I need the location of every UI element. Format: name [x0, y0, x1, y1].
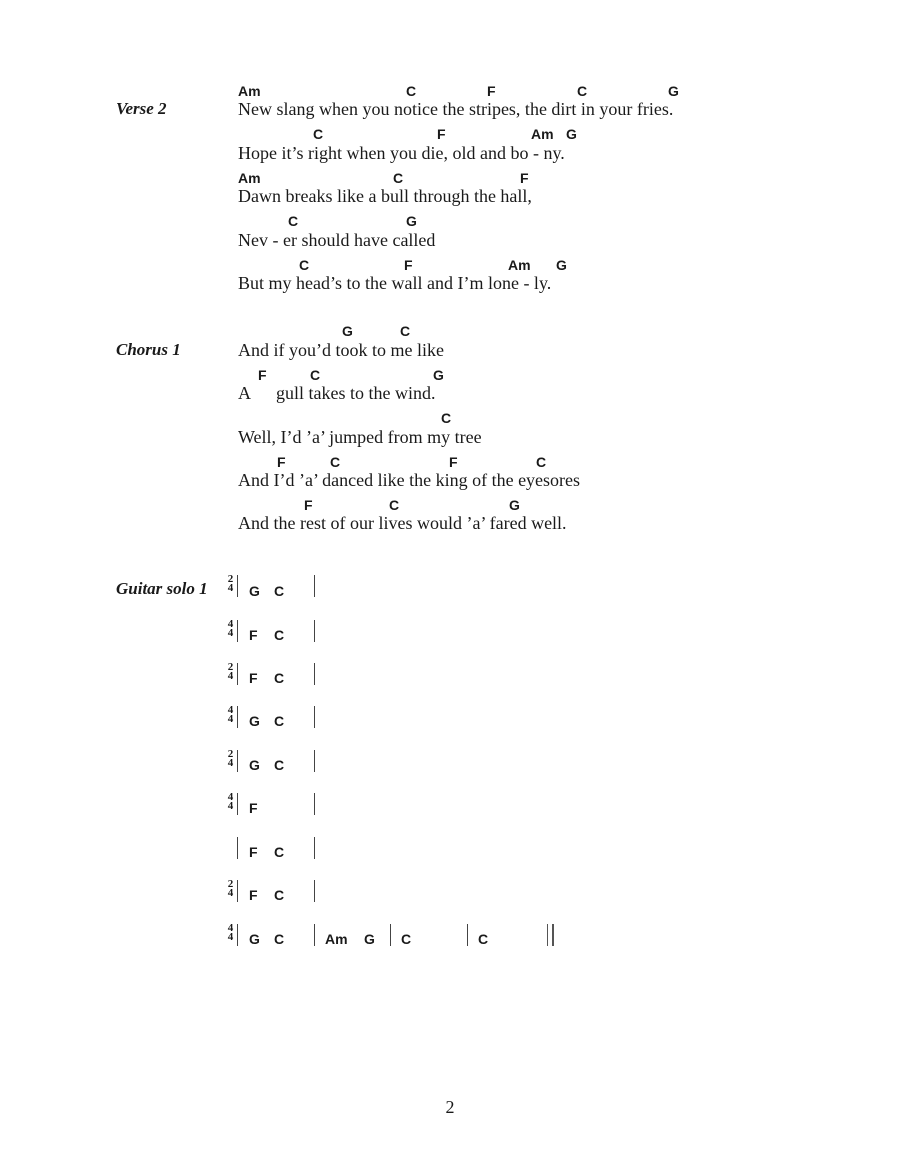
lyric-line: Dawn breaks like a bull through the hall,: [238, 186, 532, 206]
chord: C: [577, 83, 588, 99]
barline: [237, 924, 238, 946]
chord: F: [249, 887, 258, 903]
barline: [237, 837, 238, 859]
chord: G: [249, 757, 260, 773]
barline: [314, 837, 315, 859]
chord: Am: [531, 126, 554, 142]
lyric-line: Hope it’s right when you die, old and bo - ny.: [238, 143, 565, 163]
chord: C: [400, 323, 411, 339]
chord: G: [556, 257, 567, 273]
lyric-line: Nev - er should have called: [238, 230, 436, 250]
chord: F: [249, 844, 258, 860]
page-number: 2: [445, 1097, 455, 1117]
chord: F: [487, 83, 496, 99]
chord: F: [277, 454, 286, 470]
barline: [237, 793, 238, 815]
chord: G: [249, 713, 260, 729]
final-barline: [552, 924, 554, 946]
final-barline: [547, 924, 548, 946]
barline: [390, 924, 391, 946]
lyric-line: A: [238, 383, 251, 403]
barline: [237, 750, 238, 772]
barline: [237, 663, 238, 685]
chord: C: [478, 931, 489, 947]
chord: C: [393, 170, 404, 186]
chord: F: [258, 367, 267, 383]
chord: C: [274, 583, 285, 599]
chord: C: [330, 454, 341, 470]
barline: [237, 880, 238, 902]
chord: C: [274, 844, 285, 860]
time-signature: 2 4: [227, 878, 234, 899]
section-label-verse-2: Verse 2: [116, 99, 167, 118]
section-label-guitar-solo-1: Guitar solo 1: [116, 579, 208, 598]
chord: G: [406, 213, 417, 229]
barline: [314, 924, 315, 946]
chord: C: [389, 497, 400, 513]
chord: C: [313, 126, 324, 142]
barline: [314, 575, 315, 597]
chord: F: [249, 670, 258, 686]
chord: G: [509, 497, 520, 513]
chord: F: [404, 257, 413, 273]
chord: C: [406, 83, 417, 99]
time-signature: 4 4: [227, 922, 234, 943]
chord: C: [274, 887, 285, 903]
chord: Am: [238, 170, 261, 186]
chord: G: [364, 931, 375, 947]
chord: C: [274, 757, 285, 773]
time-signature: 2 4: [227, 748, 234, 769]
lyric-line: But my head’s to the wall and I’m lone - ly.: [238, 273, 552, 293]
barline: [314, 706, 315, 728]
chord: Am: [238, 83, 261, 99]
barline: [314, 620, 315, 642]
chord: C: [288, 213, 299, 229]
chord: F: [520, 170, 529, 186]
lyric-line: And the rest of our lives would ’a’ fared well.: [238, 513, 567, 533]
barline: [314, 793, 315, 815]
chord: G: [249, 583, 260, 599]
chord: C: [274, 670, 285, 686]
barline: [237, 706, 238, 728]
lyric-line: And if you’d took to me like: [238, 340, 444, 360]
lyric-line: Well, I’d ’a’ jumped from my tree: [238, 427, 482, 447]
chord: Am: [325, 931, 348, 947]
time-signature: 4 4: [227, 791, 234, 812]
chord: F: [449, 454, 458, 470]
chord: F: [304, 497, 313, 513]
barline: [237, 620, 238, 642]
barline: [314, 663, 315, 685]
barline: [314, 750, 315, 772]
chord: G: [433, 367, 444, 383]
chord: C: [310, 367, 321, 383]
chord: F: [249, 627, 258, 643]
lyric-line: gull takes to the wind.: [276, 383, 436, 403]
chord: G: [249, 931, 260, 947]
chord: F: [437, 126, 446, 142]
chord: C: [441, 410, 452, 426]
chord: C: [401, 931, 412, 947]
time-signature: 4 4: [227, 618, 234, 639]
chord: G: [566, 126, 577, 142]
lyric-line: New slang when you notice the stripes, the dirt in your fries.: [238, 99, 674, 119]
time-signature: 4 4: [227, 704, 234, 725]
chord: C: [274, 931, 285, 947]
chord: Am: [508, 257, 531, 273]
chord: F: [249, 800, 258, 816]
barline: [467, 924, 468, 946]
barline: [237, 575, 238, 597]
chord: C: [299, 257, 310, 273]
chord: C: [536, 454, 547, 470]
chord: C: [274, 713, 285, 729]
chord: C: [274, 627, 285, 643]
time-signature: 2 4: [227, 661, 234, 682]
barline: [314, 880, 315, 902]
section-label-chorus-1: Chorus 1: [116, 340, 181, 359]
lyric-line: And I’d ’a’ danced like the king of the eyesores: [238, 470, 581, 490]
chord: G: [342, 323, 353, 339]
time-signature: 2 4: [227, 573, 234, 594]
chord: G: [668, 83, 679, 99]
